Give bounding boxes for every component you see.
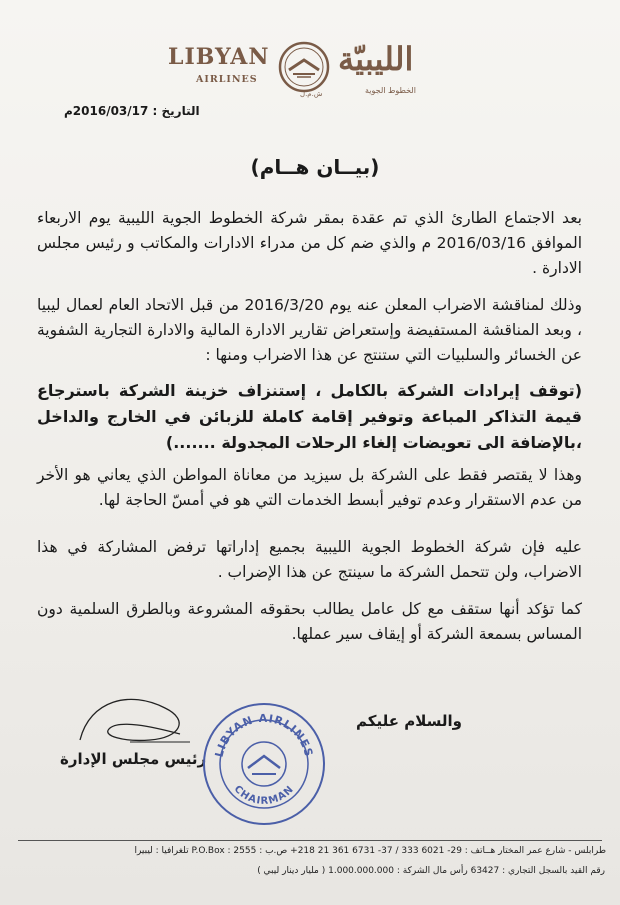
handwritten-signature <box>70 690 200 750</box>
closing-greeting: والسلام عليكم <box>356 712 462 730</box>
document-date: التاريخ : 2016/03/17م <box>64 104 200 118</box>
footer-registration: رقم القيد بالسجل التجاري : 63427 رأس مال الشركة : 1.000.000.000 ( مليار دينار ليبي ) <box>257 866 605 876</box>
airline-emblem-icon <box>277 40 331 94</box>
svg-text:CHAIRMAN: CHAIRMAN <box>231 783 297 807</box>
svg-text:LIBYAN AIRLINES: LIBYAN AIRLINES <box>212 711 316 759</box>
logo-ar-legal: ش.م.ل <box>300 90 323 98</box>
paragraph-citizens: وهذا لا يقتصر فقط على الشركة بل سيزيد من معاناة المواطن الذي يعاني هو الأخر من عدم الاستقرار وعدم توفير أبسط الخدمات التي هو في أمسّ الحاجة لها. <box>37 466 582 509</box>
paragraph-refusal: عليه فإن شركة الخطوط الجوية الليبية بجميع إداراتها ترفض المشاركة في هذا الاضراب، ولن تتحمل الشركة ما سينتج عن هذا الإضراب . <box>37 538 582 581</box>
paragraph-support: كما تؤكد أنها ستقف مع كل عامل يطالب بحقوقه المشروعة وبالطرق السلمية دون المساس بسمعة الشركة أو إيقاف سير عملها. <box>37 600 582 643</box>
document-title: (بيــان هــام) <box>250 155 380 179</box>
signatory-title: رئيس مجلس الإدارة <box>60 750 207 768</box>
chairman-stamp <box>200 700 328 828</box>
paragraph-strike-discussion: وذلك لمناقشة الاضراب المعلن عنه يوم 2016/3/20 من قبل الاتحاد العام لعمال ليبيا ، وبعد المناقشة المستفيضة وإستعراض تقارير الادارة المالية والادارة التجارية الشفوية عن الخسائر والسلبيات التي ستنتج عن هذا الاضراب ومنها : <box>37 296 582 364</box>
footer-contact: طرابلس - شارع عمر المختار هــاتف : 29- 6021 333 / 37- 6731 361 21 218+ ص.ب : P.O.Box : 2555 تلغرافيا : ليبيرا <box>134 846 606 856</box>
logo-en: LIBYAN <box>168 44 270 70</box>
footer-divider <box>18 840 602 841</box>
paragraph-losses: (توقف إيرادات الشركة بالكامل ، إستنزاف خزينة الشركة باسترجاع قيمة التذاكر المباعة وتوفير إقامة كاملة للزبائن في الخارج والداخل ،بالإضافة الى تعويضات إلغاء الرحلات المجدولة .......) <box>37 381 582 452</box>
logo-ar-sub: الخطوط الجوية <box>365 86 416 95</box>
paragraph-meeting: بعد الاجتماع الطارئ الذي تم عقدة بمقر شركة الخطوط الجوية الليبية يوم الاربعاء الموافق 2016/03/16 م والذي ضم كل من مدراء الادارات والمكاتب و رئيس مجلس الادارة . <box>37 209 582 277</box>
logo-ar: الليبيّة <box>338 40 414 78</box>
logo-en-sub: AIRLINES <box>196 74 258 85</box>
